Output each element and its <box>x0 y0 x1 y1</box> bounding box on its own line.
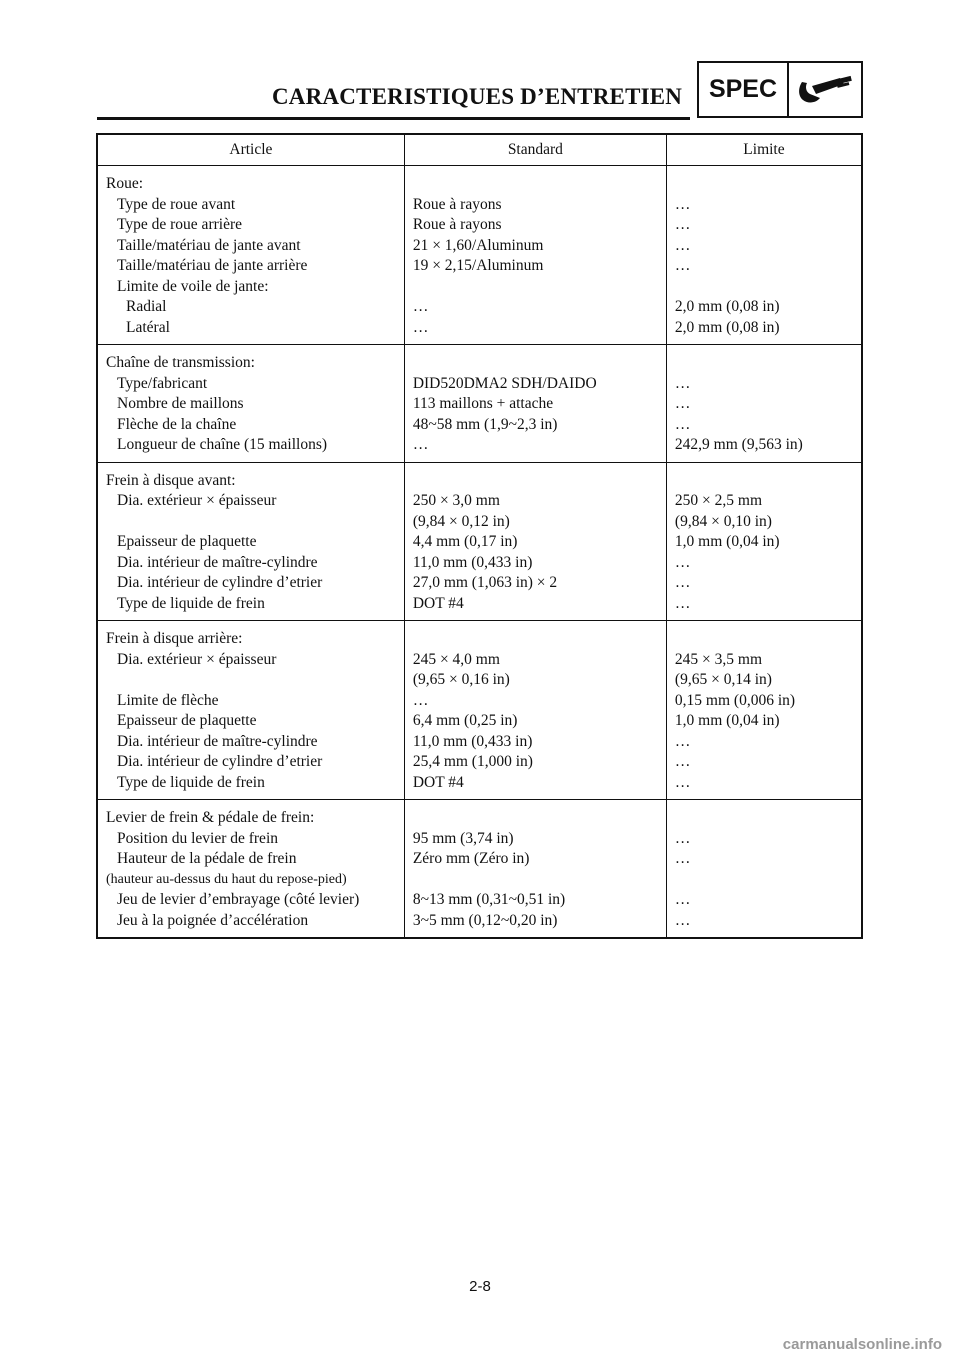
cell-line: 48~58 mm (1,9~2,3 in) <box>412 415 558 433</box>
cell-line: Dia. intérieur de maître-cylindre <box>117 553 318 571</box>
cell-line <box>413 629 658 650</box>
cell-line <box>413 174 658 195</box>
cell-line: Type de roue avant <box>117 195 236 213</box>
cell-line: Taille/matériau de jante avant <box>117 236 301 254</box>
cell-line: 11,0 mm (0,433 in) <box>412 553 533 571</box>
cell-line: Type de roue arrière <box>117 216 242 233</box>
cell-line: Chaîne de transmission: <box>106 354 255 371</box>
cell-line: 19 × 2,15/Aluminum <box>412 257 544 274</box>
cell-line: Radial <box>126 298 167 315</box>
cell-line <box>413 277 658 298</box>
cell-line <box>106 670 396 691</box>
cell-line: (9,65 × 0,14 in) <box>674 671 772 688</box>
cell-line: 1,0 mm (0,04 in) <box>674 712 780 729</box>
cell-line: 8~13 mm (0,31~0,51 in) <box>412 891 566 908</box>
cell-line: … <box>674 753 691 770</box>
article-cell <box>97 800 404 939</box>
cell-line: Dia. extérieur × épaisseur <box>117 492 277 509</box>
standard-cell <box>404 462 666 621</box>
cell-line: 27,0 mm (1,063 in) × 2 <box>412 574 558 591</box>
cell-line: (9,84 × 0,12 in) <box>412 512 510 530</box>
cell-line <box>413 870 658 891</box>
cell-line: Frein à disque avant: <box>106 471 236 489</box>
cell-line: 0,15 mm (0,006 in) <box>674 691 796 709</box>
cell-line: (hauteur au-dessus du haut du repose-pied) <box>106 871 347 887</box>
cell-line: … <box>674 773 691 791</box>
cell-line: 245 × 4,0 mm <box>412 650 500 668</box>
cell-line: … <box>412 318 429 336</box>
limite-cell <box>666 800 862 939</box>
article-cell <box>97 345 404 463</box>
cell-line: Frein à disque arrière: <box>106 630 243 647</box>
cell-line: … <box>412 436 429 453</box>
cell-line <box>675 808 853 829</box>
cell-line: 242,9 mm (9,563 in) <box>674 436 803 453</box>
cell-line: 113 maillons + attache <box>412 395 554 412</box>
cell-line: 3~5 mm (0,12~0,20 in) <box>412 911 558 929</box>
cell-line: Dia. extérieur × épaisseur <box>117 650 277 668</box>
limite-cell <box>666 345 862 463</box>
table-section <box>97 621 862 800</box>
cell-line: Dia. intérieur de cylindre d’etrier <box>117 574 323 591</box>
spec-table <box>96 133 863 939</box>
column-header-limite: Limite <box>666 134 862 166</box>
table-section <box>97 166 862 345</box>
standard-cell <box>404 166 666 345</box>
cell-line: … <box>674 911 691 929</box>
cell-line: 250 × 2,5 mm <box>674 492 763 509</box>
cell-line: Longueur de chaîne (15 maillons) <box>117 436 328 453</box>
cell-line <box>675 629 853 650</box>
cell-line <box>675 353 853 374</box>
cell-line: (9,65 × 0,16 in) <box>412 671 510 688</box>
cell-line: 250 × 3,0 mm <box>412 492 500 509</box>
cell-line: Epaisseur de plaquette <box>117 533 257 550</box>
cell-line: … <box>674 236 691 254</box>
cell-line <box>413 471 658 492</box>
cell-line: … <box>674 415 691 433</box>
cell-line <box>675 870 853 891</box>
cell-line: Taille/matériau de jante arrière <box>117 257 308 274</box>
cell-line: … <box>674 374 691 392</box>
cell-line: … <box>674 195 691 213</box>
cell-line: 21 × 1,60/Aluminum <box>412 236 544 254</box>
cell-line: 245 × 3,5 mm <box>674 650 763 668</box>
cell-line: … <box>674 594 691 612</box>
cell-line: Limite de voile de jante: <box>117 277 269 295</box>
cell-line: … <box>674 829 691 847</box>
cell-line: … <box>412 298 429 315</box>
cell-line: DOT #4 <box>412 773 464 791</box>
cell-line: Zéro mm (Zéro in) <box>412 850 530 867</box>
wrench-icon <box>789 63 861 116</box>
cell-line <box>675 277 853 298</box>
cell-line <box>413 808 658 829</box>
cell-line <box>106 512 396 533</box>
cell-line: … <box>674 216 691 233</box>
page-title: CARACTERISTIQUES D’ENTRETIEN <box>272 84 683 109</box>
cell-line: 6,4 mm (0,25 in) <box>412 712 518 729</box>
cell-line <box>675 174 853 195</box>
limite-cell <box>666 621 862 800</box>
cell-line: … <box>412 691 429 709</box>
cell-line: … <box>674 553 691 571</box>
cell-line: Epaisseur de plaquette <box>117 712 257 729</box>
cell-line: Hauteur de la pédale de frein <box>117 850 297 867</box>
cell-line: 25,4 mm (1,000 in) <box>412 753 533 770</box>
standard-cell <box>404 345 666 463</box>
cell-line: Roue à rayons <box>412 216 502 233</box>
cell-line: … <box>674 574 691 591</box>
cell-line: (9,84 × 0,10 in) <box>674 512 772 530</box>
cell-line: Flèche de la chaîne <box>117 415 237 433</box>
standard-cell <box>404 621 666 800</box>
watermark: carmanualsonline.info <box>782 1336 942 1353</box>
cell-line: Jeu de levier d’embrayage (côté levier) <box>117 891 360 908</box>
cell-line: Type/fabricant <box>117 374 208 392</box>
cell-line: Type de liquide de frein <box>117 773 265 791</box>
cell-line: Position du levier de frein <box>117 829 278 847</box>
cell-line: DOT #4 <box>412 594 464 612</box>
limite-cell <box>666 166 862 345</box>
cell-line: Jeu à la poignée d’accélération <box>117 911 309 929</box>
header-rule <box>97 117 690 120</box>
cell-line: Roue à rayons <box>412 195 502 213</box>
cell-line: Type de liquide de frein <box>117 594 265 612</box>
cell-line: Latéral <box>126 318 170 336</box>
table-section <box>97 345 862 463</box>
cell-line: 95 mm (3,74 in) <box>412 829 514 847</box>
cell-line <box>675 471 853 492</box>
cell-line: Limite de flèche <box>117 691 219 709</box>
cell-line: … <box>674 891 691 908</box>
article-cell <box>97 462 404 621</box>
table-section <box>97 800 862 939</box>
cell-line: Nombre de maillons <box>117 395 244 412</box>
cell-line <box>413 353 658 374</box>
cell-line: … <box>674 257 691 274</box>
limite-cell <box>666 462 862 621</box>
cell-line: … <box>674 850 691 867</box>
cell-line: Roue: <box>106 175 144 192</box>
spec-badge <box>697 61 863 118</box>
table-body <box>97 166 862 939</box>
cell-line: 2,0 mm (0,08 in) <box>674 298 780 315</box>
cell-line: 11,0 mm (0,433 in) <box>412 732 533 750</box>
cell-line: 1,0 mm (0,04 in) <box>674 533 780 550</box>
cell-line: … <box>674 395 691 412</box>
cell-line: … <box>674 732 691 750</box>
cell-line: Dia. intérieur de cylindre d’etrier <box>117 753 323 770</box>
column-header-standard: Standard <box>404 134 666 166</box>
cell-line: 2,0 mm (0,08 in) <box>674 318 780 336</box>
page-number: 2-8 <box>469 1278 491 1295</box>
table-section <box>97 462 862 621</box>
cell-line: Levier de frein & pédale de frein: <box>106 809 315 826</box>
table-header-row <box>97 134 862 166</box>
article-cell <box>97 621 404 800</box>
standard-cell <box>404 800 666 939</box>
cell-line: DID520DMA2 SDH/DAIDO <box>412 374 597 392</box>
cell-line: Dia. intérieur de maître-cylindre <box>117 732 318 750</box>
article-cell <box>97 166 404 345</box>
column-header-article: Article <box>97 134 404 166</box>
cell-line: 4,4 mm (0,17 in) <box>412 533 518 550</box>
spec-badge-label: SPEC <box>699 63 789 116</box>
